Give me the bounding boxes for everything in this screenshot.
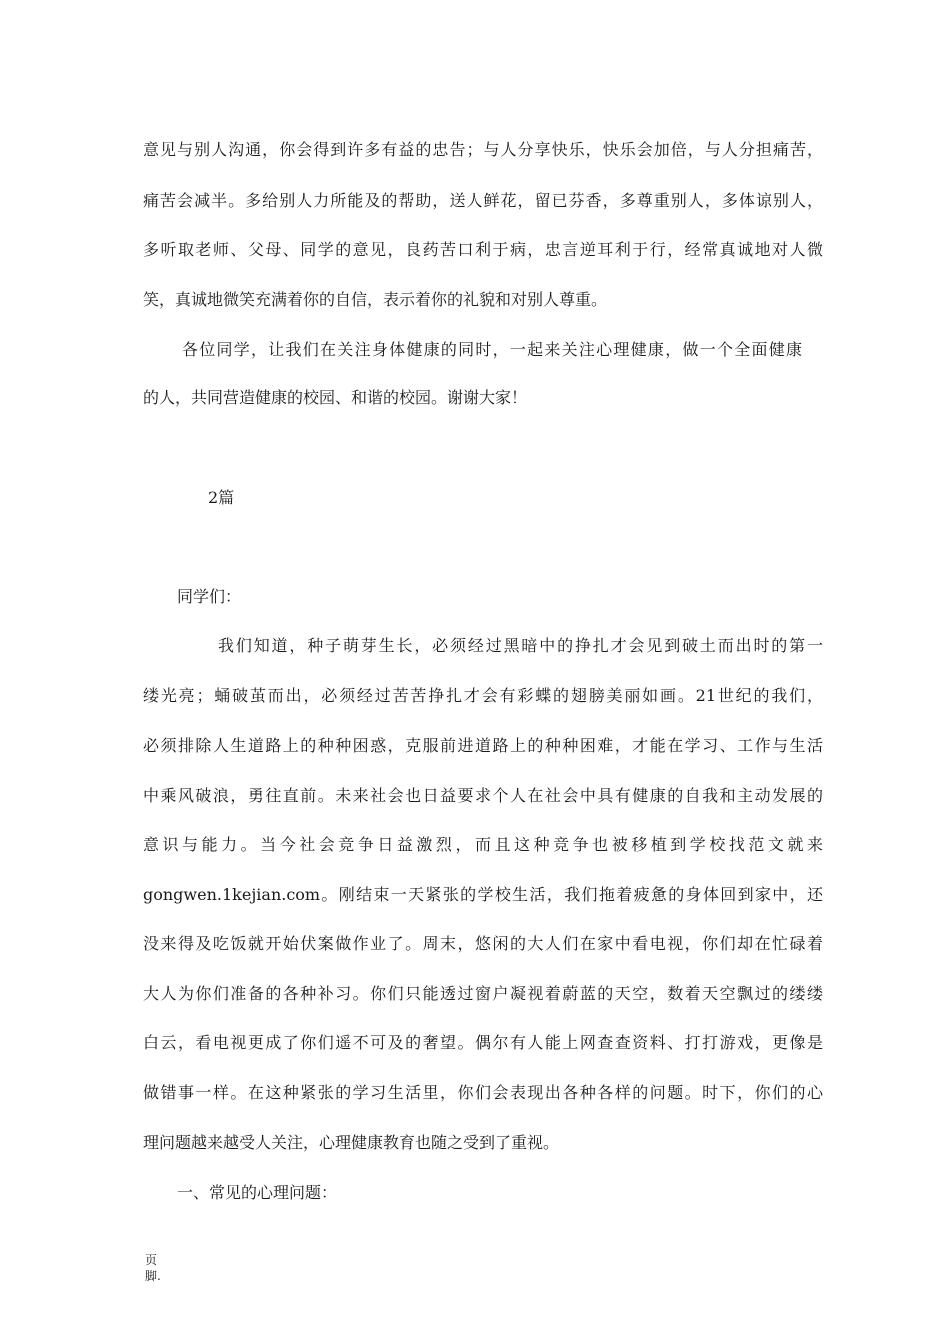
- subsection-heading: 一、常见的心理问题：: [177, 1183, 338, 1202]
- text-line: 我们知道，种子萌芽生长，必须经过黑暗中的挣扎才会见到破土而出时的第一: [218, 636, 823, 655]
- text-line: 白云，看电视更成了你们遥不可及的奢望。偶尔有人能上网查查资料、打打游戏，更像是: [143, 1033, 823, 1052]
- text-line: 各位同学，让我们在关注身体健康的同时，一起来关注心理健康，做一个全面健康: [182, 340, 802, 359]
- text-line: 没来得及吃饭就开始伏案做作业了。周末，悠闲的大人们在家中看电视，你们却在忙碌着: [143, 934, 823, 953]
- text-line: 做错事一样。在这种紧张的学习生活里，你们会表现出各种各样的问题。时下，你们的心: [143, 1083, 823, 1102]
- text-line: gongwen.1kejian.com。刚结束一天紧张的学校生活，我们拖着疲惫的身体回到家中，还: [143, 885, 823, 904]
- text-line: 理问题越来越受人关注，心理健康教育也随之受到了重视。: [143, 1133, 560, 1152]
- text-line: 大人为你们准备的各种补习。你们只能透过窗户凝视着蔚蓝的天空，数着天空飘过的缕缕: [143, 984, 823, 1003]
- text-line: 意见与别人沟通，你会得到许多有益的忠告；与人分享快乐，快乐会加倍，与人分担痛苦，: [143, 140, 823, 159]
- page-footer: 页脚.: [145, 1253, 161, 1283]
- text-line: 必须排除人生道路上的种种困惑，克服前进道路上的种种困难，才能在学习、工作与生活: [143, 736, 823, 755]
- text-line: 意识与能力。当今社会竞争日益激烈，而且这种竞争也被移植到学校找范文就来: [143, 835, 823, 854]
- text-line: 缕光亮；蛹破茧而出，必须经过苦苦挣扎才会有彩蝶的翅膀美丽如画。21世纪的我们，: [143, 686, 823, 705]
- text-line: 中乘风破浪，勇往直前。未来社会也日益要求个人在社会中具有健康的自我和主动发展的: [143, 786, 823, 805]
- text-line: 多听取老师、父母、同学的意见，良药苦口利于病，忠言逆耳利于行，经常真诚地对人微: [143, 240, 823, 259]
- text-line: 笑，真诚地微笑充满着你的自信，表示着你的礼貌和对别人尊重。: [143, 290, 608, 309]
- text-line: 的人，共同营造健康的校园、和谐的校园。谢谢大家！: [143, 388, 528, 407]
- text-line: 痛苦会减半。多给别人力所能及的帮助，送人鲜花，留已芬香，多尊重别人，多体谅别人，: [143, 191, 823, 210]
- section-heading: 2篇: [208, 488, 235, 507]
- greeting: 同学们：: [177, 587, 242, 606]
